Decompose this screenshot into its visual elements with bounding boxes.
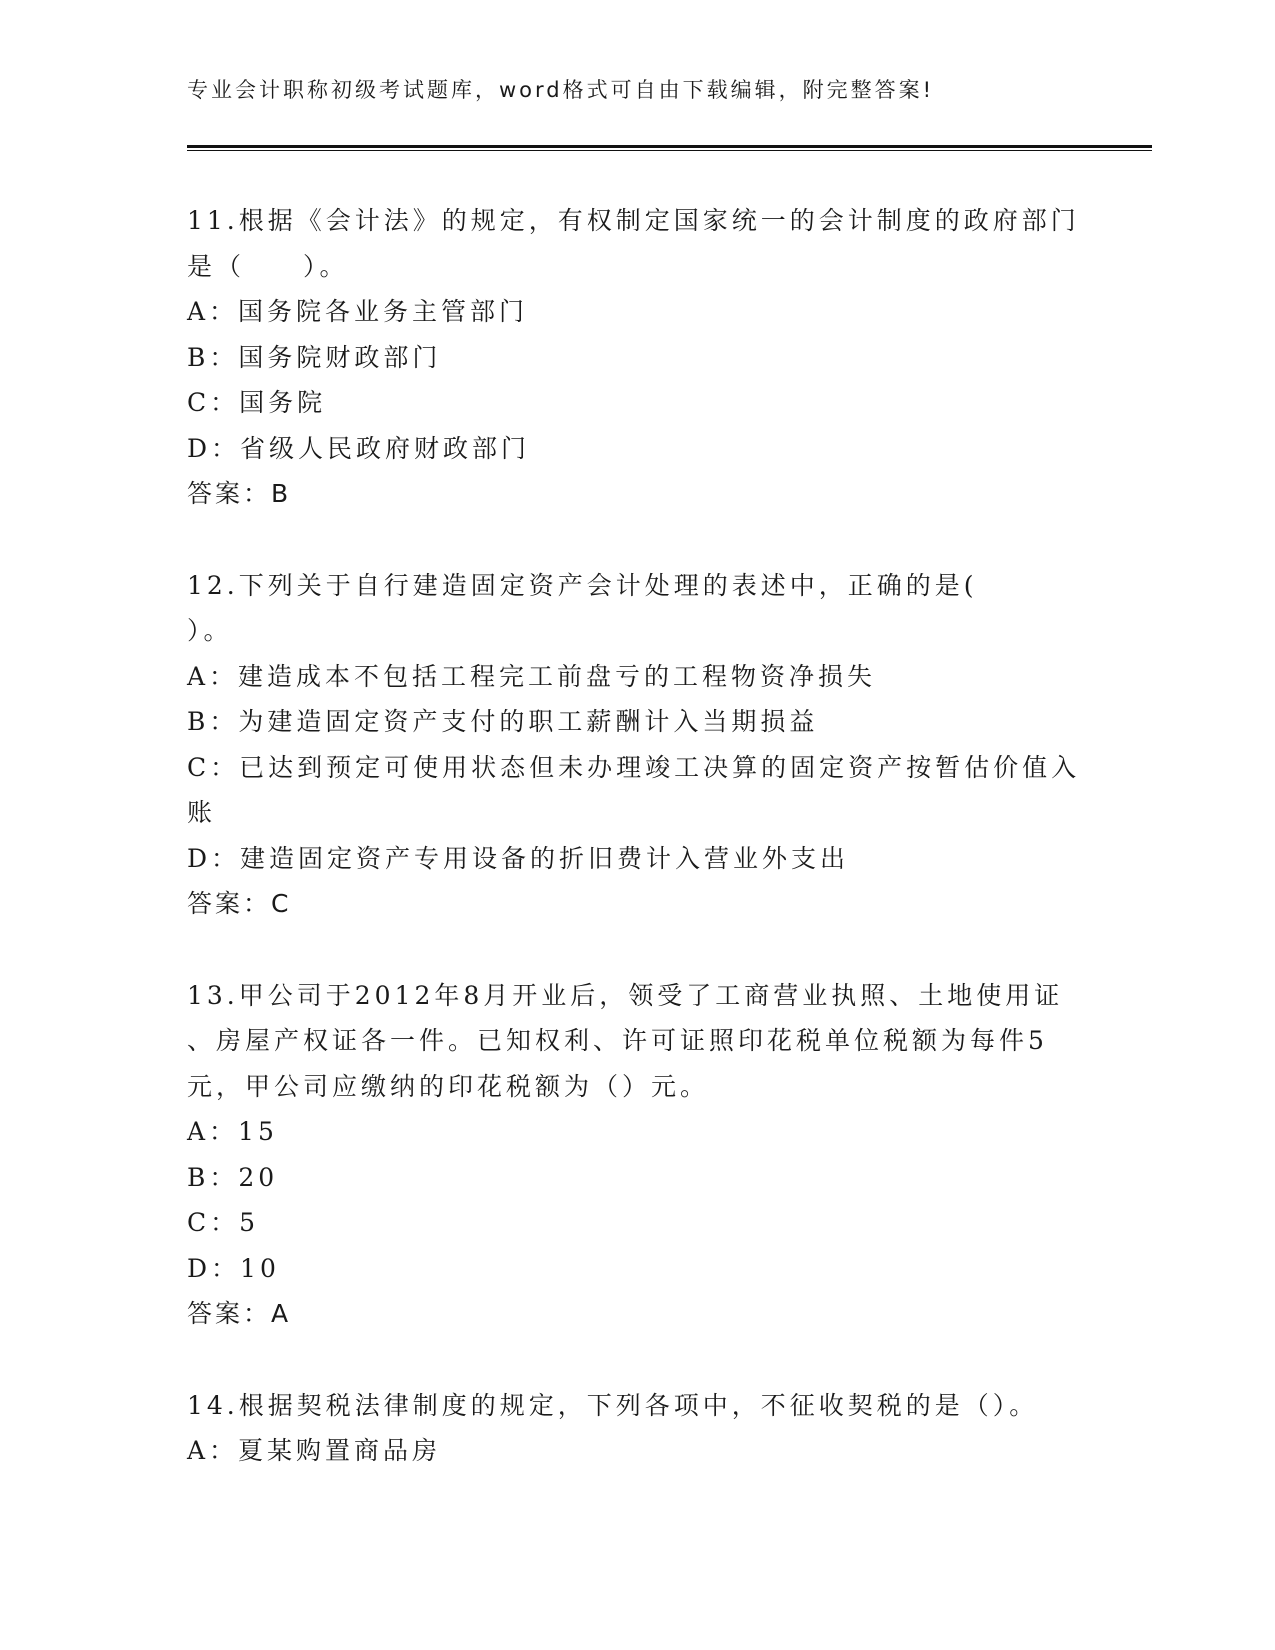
option-b: B：国务院财政部门 [187,342,442,372]
option-a: A：国务院各业务主管部门 [187,297,529,326]
header-rule-thin [187,150,1152,151]
page-header-text: 专业会计职称初级考试题库，word格式可自由下载编辑，附完整答案! [187,78,935,102]
answer-line: 答案：C [187,889,292,918]
option-d: D：10 [187,1253,280,1283]
option-c: C：国务院 [187,388,327,417]
option-a: A：建造成本不包括工程完工前盘亏的工程物资净损失 [187,661,877,691]
question-stem-line: 是（ ）。 [187,251,349,281]
option-a: A：夏某购置商品房 [187,1436,442,1465]
question-stem-line: 14.根据契税法律制度的规定，下列各项中，不征收契税的是（）。 [187,1390,1039,1420]
question-stem-line: 13.甲公司于2012年8月开业后，领受了工商营业执照、土地使用证 [187,980,1064,1010]
option-c: C：已达到预定可使用状态但未办理竣工决算的固定资产按暂估价值入 [187,752,1081,782]
option-d: D：省级人民政府财政部门 [187,433,531,463]
question-13 [187,973,1087,1337]
question-12 [187,563,1087,927]
option-b: B：20 [187,1162,279,1192]
question-list [187,198,1087,1520]
option-c-continued: 账 [187,798,217,827]
question-14 [187,1383,1087,1474]
question-stem-line: 元，甲公司应缴纳的印花税额为（）元。 [187,1071,710,1101]
option-b: B：为建造固定资产支付的职工薪酬计入当期损益 [187,707,819,736]
question-stem-line: 12.下列关于自行建造固定资产会计处理的表述中，正确的是( [187,570,978,600]
question-stem-line: ）。 [187,616,233,645]
answer-line: 答案：A [187,1299,292,1328]
answer-line: 答案：B [187,479,292,508]
question-stem-line: 、房屋产权证各一件。已知权利、许可证照印花税单位税额为每件5 [187,1026,1048,1055]
option-a: A：15 [187,1117,278,1146]
header-rule-thick [187,145,1152,148]
question-stem-line: 11.根据《会计法》的规定，有权制定国家统一的会计制度的政府部门 [187,206,1080,235]
option-d: D：建造固定资产专用设备的折旧费计入营业外支出 [187,843,850,873]
question-11 [187,198,1087,517]
option-c: C：5 [187,1208,260,1237]
